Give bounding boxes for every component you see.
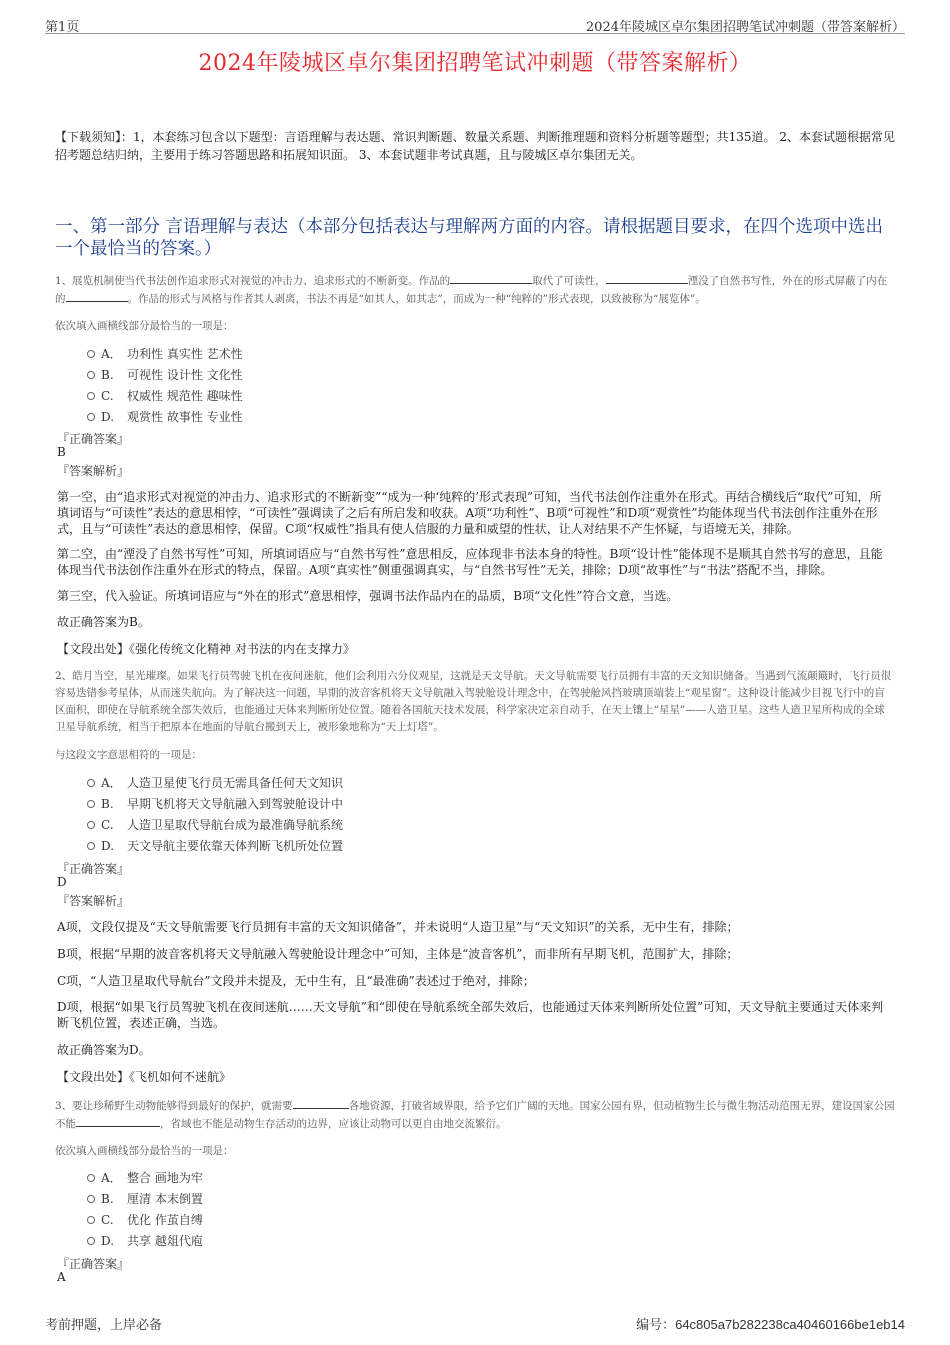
page-title: 2024年陵城区卓尔集团招聘笔试冲刺题（带答案解析） xyxy=(198,51,752,76)
fill-blank xyxy=(293,1097,349,1109)
analysis-paragraph: 第二空，由“湮没了自然书写性”可知，所填词语应与“自然书写性”意思相反，应体现非书法本身的特性。B项“设计性”能体现不是顺其自然书写的意思，且能体现当代书法创作注重外在形式的特点，保留。A项“真实性”侧重强调真实，与“自然书写性”无关，排除；D项“故事性”与“书法”搭配不当，排除。 xyxy=(57,547,883,577)
section-heading: 一、第一部分 言语理解与表达（本部分包括表达与理解两方面的内容。请根据题目要求，在四个选项中选出一个最恰当的答案。） xyxy=(55,217,884,259)
analysis-paragraph: 故正确答案为D。 xyxy=(57,1043,151,1057)
question-3-text: 3、要让珍稀野生动物能够得到最好的保护，就需要 各地资源，打破省域界限，给予它们广阔的天地。国家公园有界，但动植物生长与微生物活动范围无界，建设国家公园不能 ，省域也不能是动物生存活动的边界，应该让动物可以更自由地交流繁衍。 xyxy=(55,1097,895,1133)
analysis-label: 『答案解析』 xyxy=(57,894,130,908)
question-1-text: 1、展览机制使当代书法创作追求形式对视觉的冲击力、追求形式的不断新变。作品的 取代了可读性， 湮没了自然书写性，外在的形式屏蔽了内在的 。作品的形式与风格与作者其人剥离，书法不再是“如其人，如其志”，而成为一种“纯粹的”形式表现，以致被称为“展览体”。 xyxy=(55,272,895,308)
option-b[interactable]: B. 厘清 本末倒置 xyxy=(87,1188,203,1209)
fill-blank xyxy=(450,272,532,284)
footer-serial: 编号：64c805a7b282238ca40460166be1eb14 xyxy=(636,1317,905,1332)
correct-answer: B xyxy=(57,445,66,459)
footer-slogan: 考前押题，上岸必备 xyxy=(45,1318,163,1333)
correct-answer-label: 『正确答案』 xyxy=(57,1257,130,1271)
analysis-paragraph: C项，“人造卫星取代导航台”文段并未提及，无中生有，且“最准确”表述过于绝对，排除； xyxy=(57,974,535,988)
option-a[interactable]: A． 人造卫星使飞行员无需具备任何天文知识 xyxy=(87,772,343,793)
analysis-paragraph: 第三空，代入验证。所填词语应与“外在的形式”意思相悖，强调书法作品内在的品质，B项“文化性”符合文意，当选。 xyxy=(57,589,679,603)
option-a[interactable]: A． 功利性 真实性 艺术性 xyxy=(87,343,243,364)
radio-icon[interactable] xyxy=(87,392,95,400)
correct-answer-label: 『正确答案』 xyxy=(57,432,130,446)
fill-blank xyxy=(606,272,688,284)
correct-answer: A xyxy=(57,1270,66,1284)
analysis-paragraph: D项，根据“如果飞行员驾驶飞机在夜间迷航……天文导航”和“即使在导航系统全部失效后，也能通过天体来判断所处位置”可知，天文导航主要通过天体来判断飞机位置，表述正确，当选。 xyxy=(57,1000,884,1030)
source-citation: 【文段出处】《强化传统文化精神 对书法的内在支撑力》 xyxy=(57,642,355,656)
question-3-prompt: 依次填入画横线部分最恰当的一项是： xyxy=(55,1145,234,1157)
radio-icon[interactable] xyxy=(87,1237,95,1245)
radio-icon[interactable] xyxy=(87,1174,95,1182)
radio-icon[interactable] xyxy=(87,842,95,850)
page-header xyxy=(45,14,905,34)
analysis-label: 『答案解析』 xyxy=(57,464,130,478)
question-1-options xyxy=(87,343,243,427)
option-d[interactable]: D. 观赏性 故事性 专业性 xyxy=(87,406,243,427)
radio-icon[interactable] xyxy=(87,1216,95,1224)
option-c[interactable]: C. 人造卫星取代导航台成为最准确导航系统 xyxy=(87,814,343,835)
correct-answer: D xyxy=(57,875,67,889)
analysis-paragraph: 第一空，由“追求形式对视觉的冲击力、追求形式的不断新变”“成为一种‘纯粹的’形式表现”可知，当代书法创作注重外在形式。再结合横线后“取代”可知，所填词语与“可读性”表达的意思相悖，“可读性”强调读了之后有所启发和收获。A项“功利性”、B项“可视性”和D项“观赏性”均能体现当代书法创作注重外在形式，且与“可读性”表达的意思相悖，保留。C项“权威性”指具有使人信服的力量和威望的性状，让人对结果不产生怀疑，与语境无关，排除。 xyxy=(57,490,882,536)
analysis-paragraph: A项，文段仅提及“天文导航需要飞行员拥有丰富的天文知识储备”，并未说明“人造卫星”与“天文知识”的关系，无中生有，排除； xyxy=(57,920,739,934)
question-2-prompt: 与这段文字意思相符的一项是： xyxy=(55,749,202,761)
download-notice: 【下载须知】：1，本套练习包含以下题型：言语理解与表达题、常识判断题、数量关系题、判断推理题和资料分析题等题型；共135道。 2、本套试题根据常见招考题总结归纳，主要用于练习答题思路和拓展知识面。 3、本套试题非考试真题，且与陵城区卓尔集团无关。 xyxy=(55,130,895,162)
question-2-text: 2、皓月当空，星光璀璨。如果飞行员驾驶飞机在夜间迷航，他们会利用六分仪观星，这就是天文导航。天文导航需要飞行员拥有丰富的天文知识储备。当遇到气流颠簸时，飞行员很容易迭错参考星体，从而迷失航向。为了解决这一问题，早期的波音客机将天文导航融入驾驶舱设计理念中，在驾驶舱风挡玻璃顶端装上“观星窗”。这种设计能减少目视飞行中的盲区面积，即使在导航系统全部失效后，也能通过天体来判断所处位置。随着各国航天技术发展，科学家决定亲自动手，在天上镶上“星星”——人造卫星。这些人造卫星所构成的全球卫星导航系统，相当于把原本在地面的导航台搬到天上，被形象地称为“天上灯塔”。 xyxy=(55,670,892,733)
option-d[interactable]: D. 共享 越俎代庖 xyxy=(87,1230,203,1251)
question-2-options xyxy=(87,772,343,856)
radio-icon[interactable] xyxy=(87,821,95,829)
radio-icon[interactable] xyxy=(87,371,95,379)
source-citation: 【文段出处】《飞机如何不迷航》 xyxy=(57,1070,232,1084)
radio-icon[interactable] xyxy=(87,350,95,358)
fill-blank xyxy=(66,290,128,302)
radio-icon[interactable] xyxy=(87,1195,95,1203)
header-doc-title: 2024年陵城区卓尔集团招聘笔试冲刺题（带答案解析） xyxy=(585,20,905,35)
option-b[interactable]: B. 可视性 设计性 文化性 xyxy=(87,364,243,385)
option-c[interactable]: C. 优化 作茧自缚 xyxy=(87,1209,203,1230)
radio-icon[interactable] xyxy=(87,779,95,787)
option-a[interactable]: A． 整合 画地为牢 xyxy=(87,1167,203,1188)
page-footer xyxy=(45,1312,905,1332)
page-number: 第1页 xyxy=(45,20,80,35)
option-c[interactable]: C. 权威性 规范性 趣味性 xyxy=(87,385,243,406)
correct-answer-label: 『正确答案』 xyxy=(57,862,130,876)
analysis-paragraph: 故正确答案为B。 xyxy=(57,615,150,629)
question-3-options xyxy=(87,1167,203,1251)
radio-icon[interactable] xyxy=(87,800,95,808)
option-d[interactable]: D. 天文导航主要依靠天体判断飞机所处位置 xyxy=(87,835,343,856)
question-1-prompt: 依次填入画横线部分最恰当的一项是： xyxy=(55,320,234,332)
radio-icon[interactable] xyxy=(87,413,95,421)
fill-blank xyxy=(76,1115,160,1127)
analysis-paragraph: B项，根据“早期的波音客机将天文导航融入驾驶舱设计理念中”可知，主体是“波音客机”，而非所有早期飞机，范围扩大，排除； xyxy=(57,947,739,961)
option-b[interactable]: B. 早期飞机将天文导航融入到驾驶舱设计中 xyxy=(87,793,343,814)
